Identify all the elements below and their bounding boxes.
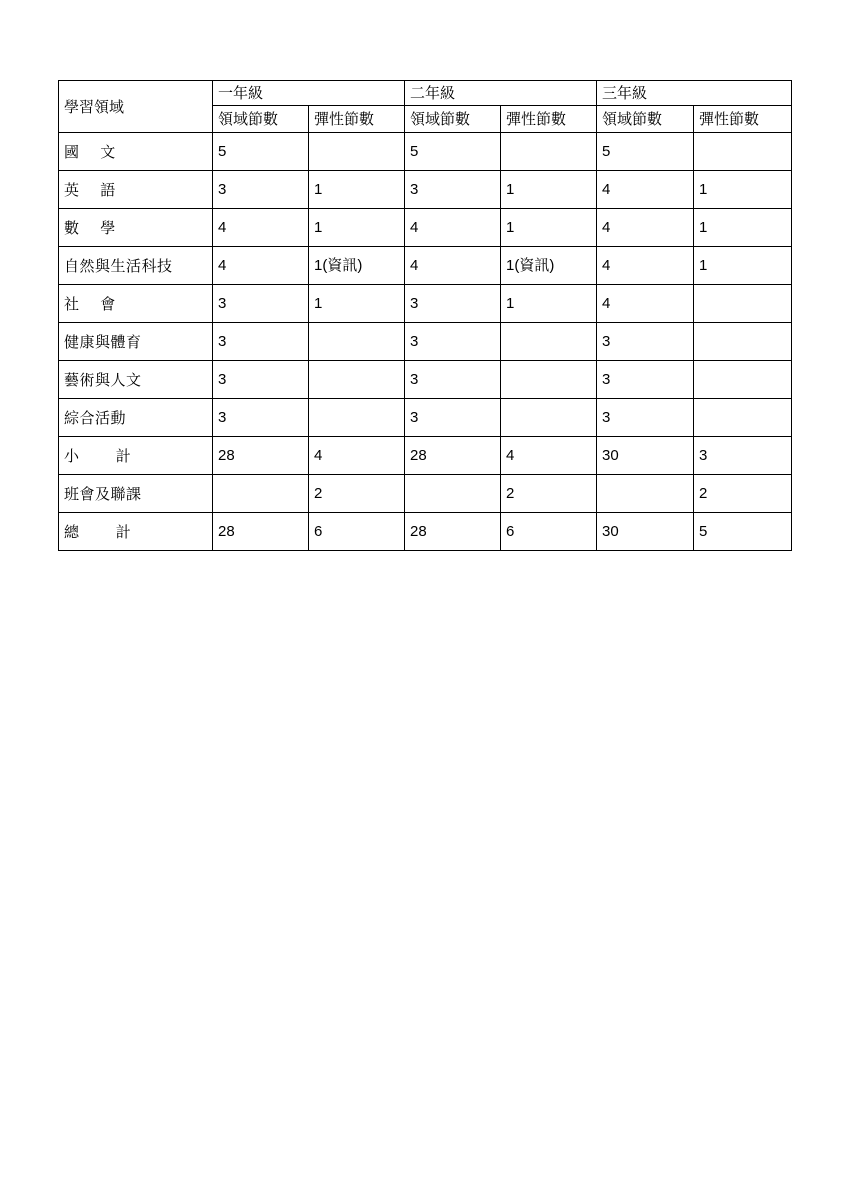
grade-2-header: 二年級 bbox=[405, 81, 597, 106]
grade-header-row bbox=[59, 81, 792, 106]
grade-2-domain-hours-cell: 28 bbox=[405, 513, 501, 551]
grade-1-flexible-hours-cell: 1 bbox=[309, 171, 405, 209]
grade-3-domain-hours-cell: 3 bbox=[597, 399, 694, 437]
grade-2-flexible-hours-cell: 1 bbox=[501, 285, 597, 323]
course-hours-table bbox=[58, 80, 792, 551]
grade-3-flexible-hours-cell: 5 bbox=[694, 513, 792, 551]
grade-1-domain-hours-cell: 3 bbox=[213, 285, 309, 323]
grade-3-flexible-hours-cell: 1 bbox=[694, 247, 792, 285]
grade-3-flexible-hours-cell: 1 bbox=[694, 171, 792, 209]
grade-1-flexible-hours-cell: 1(資訊) bbox=[309, 247, 405, 285]
table-row bbox=[59, 209, 792, 247]
grade-3-domain-hours-cell: 4 bbox=[597, 171, 694, 209]
grade-3-flexible-hours-cell bbox=[694, 133, 792, 171]
grade-2-domain-hours-cell: 3 bbox=[405, 399, 501, 437]
grade-1-domain-hours-cell: 3 bbox=[213, 171, 309, 209]
table-row bbox=[59, 475, 792, 513]
grade-2-domain-hours-cell: 4 bbox=[405, 247, 501, 285]
table-row bbox=[59, 361, 792, 399]
grade-3-domain-hours-header: 領域節數 bbox=[597, 106, 694, 133]
grade-2-flexible-hours-cell: 1 bbox=[501, 171, 597, 209]
grade-2-flexible-hours-cell bbox=[501, 323, 597, 361]
grade-1-flexible-hours-cell bbox=[309, 399, 405, 437]
learning-area-cell: 藝術與人文 bbox=[59, 361, 213, 399]
grade-2-domain-hours-cell bbox=[405, 475, 501, 513]
grade-2-flexible-hours-header: 彈性節數 bbox=[501, 106, 597, 133]
table-row bbox=[59, 399, 792, 437]
grade-3-domain-hours-cell: 4 bbox=[597, 247, 694, 285]
learning-area-cell: 綜合活動 bbox=[59, 399, 213, 437]
grade-1-flexible-hours-cell bbox=[309, 133, 405, 171]
grade-1-flexible-hours-cell: 6 bbox=[309, 513, 405, 551]
grade-3-domain-hours-cell: 4 bbox=[597, 209, 694, 247]
grade-2-domain-hours-cell: 3 bbox=[405, 323, 501, 361]
grade-2-flexible-hours-cell: 2 bbox=[501, 475, 597, 513]
grade-1-flexible-hours-cell bbox=[309, 361, 405, 399]
table-row bbox=[59, 437, 792, 475]
learning-area-cell: 小 計 bbox=[59, 437, 213, 475]
grade-3-domain-hours-cell: 30 bbox=[597, 513, 694, 551]
grade-2-flexible-hours-cell: 4 bbox=[501, 437, 597, 475]
table-row bbox=[59, 323, 792, 361]
grade-3-flexible-hours-cell: 3 bbox=[694, 437, 792, 475]
grade-3-domain-hours-cell: 30 bbox=[597, 437, 694, 475]
grade-1-header: 一年級 bbox=[213, 81, 405, 106]
grade-2-flexible-hours-cell bbox=[501, 133, 597, 171]
grade-2-flexible-hours-cell: 6 bbox=[501, 513, 597, 551]
grade-2-domain-hours-cell: 5 bbox=[405, 133, 501, 171]
table-row bbox=[59, 285, 792, 323]
learning-area-header: 學習領域 bbox=[59, 81, 213, 133]
grade-1-domain-hours-cell: 3 bbox=[213, 399, 309, 437]
grade-1-flexible-hours-cell bbox=[309, 323, 405, 361]
grade-1-domain-hours-cell: 28 bbox=[213, 513, 309, 551]
grade-1-flexible-hours-header: 彈性節數 bbox=[309, 106, 405, 133]
learning-area-cell: 總 計 bbox=[59, 513, 213, 551]
grade-1-domain-hours-cell: 4 bbox=[213, 247, 309, 285]
grade-1-domain-hours-cell: 5 bbox=[213, 133, 309, 171]
grade-3-domain-hours-cell: 4 bbox=[597, 285, 694, 323]
grade-3-flexible-hours-header: 彈性節數 bbox=[694, 106, 792, 133]
grade-2-domain-hours-cell: 28 bbox=[405, 437, 501, 475]
grade-2-domain-hours-header: 領域節數 bbox=[405, 106, 501, 133]
grade-1-flexible-hours-cell: 2 bbox=[309, 475, 405, 513]
grade-3-flexible-hours-cell: 2 bbox=[694, 475, 792, 513]
grade-1-domain-hours-header: 領域節數 bbox=[213, 106, 309, 133]
grade-2-domain-hours-cell: 4 bbox=[405, 209, 501, 247]
grade-3-flexible-hours-cell bbox=[694, 285, 792, 323]
grade-2-domain-hours-cell: 3 bbox=[405, 361, 501, 399]
grade-1-flexible-hours-cell: 4 bbox=[309, 437, 405, 475]
grade-1-domain-hours-cell: 4 bbox=[213, 209, 309, 247]
grade-1-domain-hours-cell bbox=[213, 475, 309, 513]
learning-area-cell: 國 文 bbox=[59, 133, 213, 171]
grade-2-flexible-hours-cell bbox=[501, 399, 597, 437]
grade-1-domain-hours-cell: 28 bbox=[213, 437, 309, 475]
grade-3-header: 三年級 bbox=[597, 81, 792, 106]
grade-3-flexible-hours-cell bbox=[694, 361, 792, 399]
grade-1-domain-hours-cell: 3 bbox=[213, 323, 309, 361]
grade-2-flexible-hours-cell: 1 bbox=[501, 209, 597, 247]
grade-2-flexible-hours-cell: 1(資訊) bbox=[501, 247, 597, 285]
grade-2-flexible-hours-cell bbox=[501, 361, 597, 399]
grade-3-flexible-hours-cell bbox=[694, 399, 792, 437]
table-row bbox=[59, 133, 792, 171]
grade-3-domain-hours-cell: 5 bbox=[597, 133, 694, 171]
grade-3-domain-hours-cell: 3 bbox=[597, 323, 694, 361]
grade-1-flexible-hours-cell: 1 bbox=[309, 285, 405, 323]
learning-area-cell: 班會及聯課 bbox=[59, 475, 213, 513]
grade-3-domain-hours-cell: 3 bbox=[597, 361, 694, 399]
learning-area-cell: 健康與體育 bbox=[59, 323, 213, 361]
learning-area-cell: 英 語 bbox=[59, 171, 213, 209]
learning-area-cell: 自然與生活科技 bbox=[59, 247, 213, 285]
grade-1-flexible-hours-cell: 1 bbox=[309, 209, 405, 247]
grade-3-flexible-hours-cell: 1 bbox=[694, 209, 792, 247]
grade-1-domain-hours-cell: 3 bbox=[213, 361, 309, 399]
table-row bbox=[59, 247, 792, 285]
grade-2-domain-hours-cell: 3 bbox=[405, 285, 501, 323]
learning-area-cell: 社 會 bbox=[59, 285, 213, 323]
grade-3-domain-hours-cell bbox=[597, 475, 694, 513]
table-row bbox=[59, 171, 792, 209]
grade-3-flexible-hours-cell bbox=[694, 323, 792, 361]
table-row bbox=[59, 513, 792, 551]
grade-2-domain-hours-cell: 3 bbox=[405, 171, 501, 209]
learning-area-cell: 數 學 bbox=[59, 209, 213, 247]
